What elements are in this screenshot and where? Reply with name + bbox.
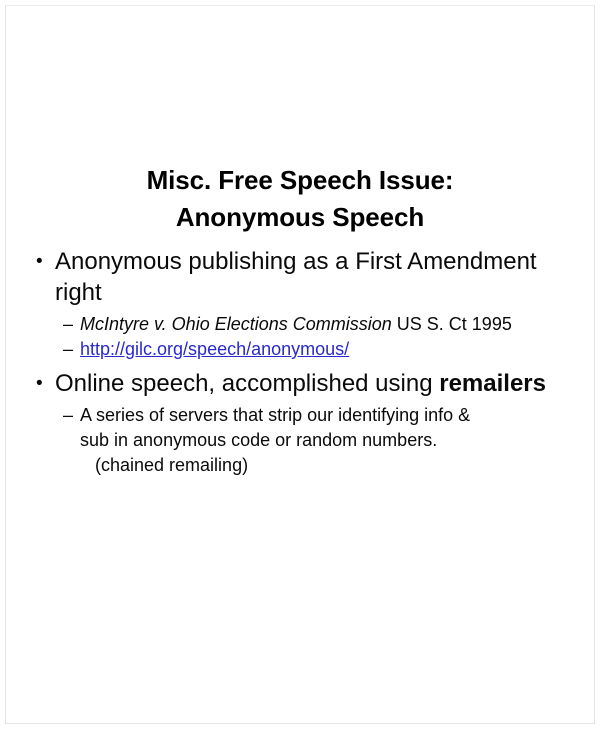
case-citation-italic: McIntyre v. Ohio Elections Commission [80,314,392,334]
sub-bullet-item-2-1 [0,403,600,478]
sub-bullet-dash-icon: – [63,405,74,425]
sub-bullet-item-2-1-line-1: A series of servers that strip our identifying info & [80,405,471,425]
case-citation-reporter: US S. Ct 1995 [396,314,512,334]
sub-bullet-item-2-1-line-2: sub in anonymous code or random numbers. [80,430,438,450]
slide-title-line-2: Anonymous Speech [175,202,425,232]
sub-bullet-item-1-2 [0,337,600,362]
bullet-item-2 [0,368,600,399]
bullet-marker-icon: • [36,251,43,272]
bullet-marker-icon: • [36,373,43,394]
slide-title [30,162,570,236]
bullet-item-2-text: Online speech, accomplished using [55,370,440,397]
sub-bullet-item-2-1-line-3: (chained remailing) [95,455,249,475]
sub-bullet-dash-icon: – [63,339,74,359]
bullet-item-1 [0,246,600,308]
slide-outline [0,246,600,478]
bullet-item-1-text: Anonymous publishing as a First Amendment right [55,248,537,306]
sub-bullet-item-1-1 [0,312,600,337]
slide-title-line-1: Misc. Free Speech Issue: [146,165,454,195]
gilc-anonymous-speech-link[interactable]: http://gilc.org/speech/anonymous/ [80,339,350,359]
sub-bullet-dash-icon: – [63,314,74,334]
bullet-item-2-emphasis: remailers [439,370,546,397]
